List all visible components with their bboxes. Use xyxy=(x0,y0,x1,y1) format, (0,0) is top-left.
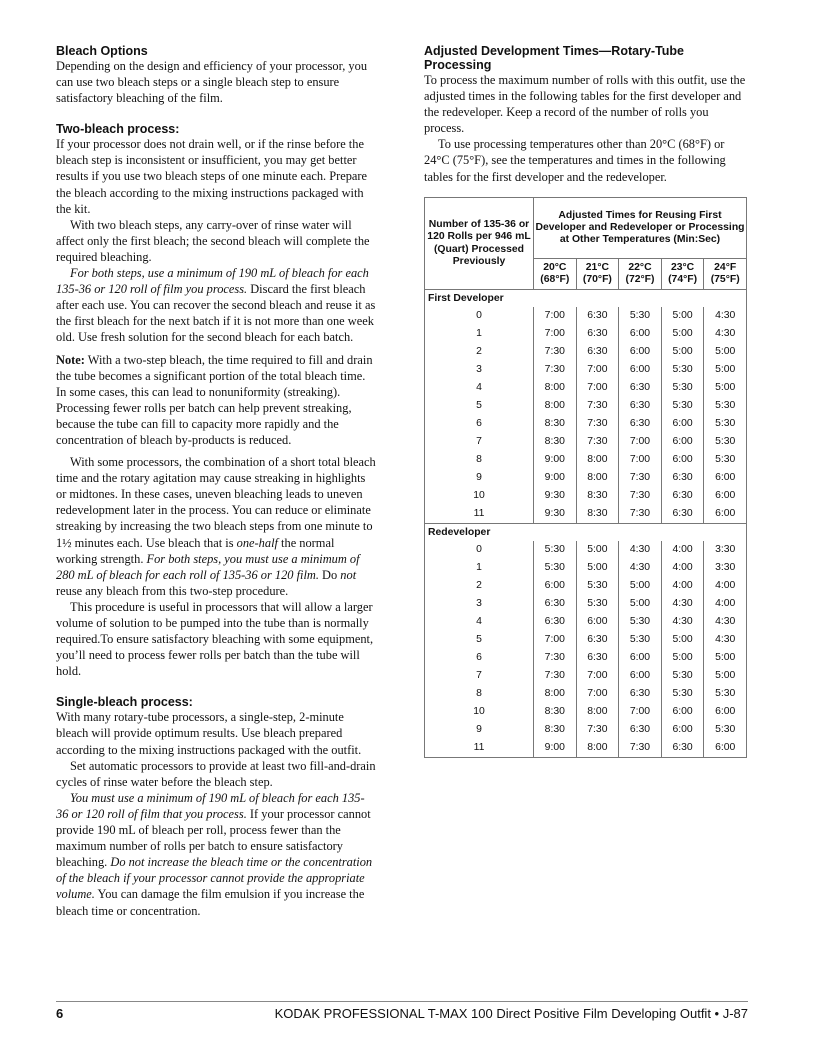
time-cell: 7:00 xyxy=(534,307,577,325)
time-cell: 5:30 xyxy=(661,397,704,415)
time-cell: 6:00 xyxy=(619,649,662,667)
time-cell: 5:30 xyxy=(704,451,747,469)
time-cell: 8:30 xyxy=(534,433,577,451)
p4-part-c: the normal working strength. xyxy=(56,535,335,566)
time-cell: 6:00 xyxy=(619,361,662,379)
single-bleach-warning-emphasis: Do not increase the bleach time or the concentration of the bleach if your processor cannot provide the appropriate volume. xyxy=(56,855,373,902)
two-bleach-note xyxy=(56,352,376,449)
temperature-celsius: 22°C xyxy=(628,261,652,273)
time-cell: 6:00 xyxy=(619,667,662,685)
table-row xyxy=(425,631,747,649)
rolls-cell: 5 xyxy=(476,400,482,411)
adjusted-times-paragraph-2: To use processing temperatures other than 20°C (68°F) or 24°C (75°F), see the temperatures and times in the following tables for the first developer and the redeveloper. xyxy=(424,137,726,184)
temperature-fahrenheit: (74°F) xyxy=(668,274,698,285)
rolls-cell: 3 xyxy=(476,364,482,375)
rolls-cell: 8 xyxy=(476,454,482,465)
time-cell: 9:30 xyxy=(534,487,577,505)
temperature-header xyxy=(661,259,704,290)
time-cell: 4:30 xyxy=(704,325,747,343)
time-cell: 7:00 xyxy=(576,667,619,685)
section-title: First Developer xyxy=(425,290,747,308)
table-row xyxy=(425,739,747,758)
time-cell: 5:30 xyxy=(704,397,747,415)
time-cell: 3:30 xyxy=(704,541,747,559)
time-cell: 7:00 xyxy=(576,361,619,379)
table-row xyxy=(425,433,747,451)
table-row xyxy=(425,379,747,397)
time-cell: 7:30 xyxy=(619,739,662,758)
time-cell: 4:00 xyxy=(661,577,704,595)
time-cell: 5:00 xyxy=(704,343,747,361)
adjusted-times-heading: Adjusted Development Times—Rotary-Tube Processing xyxy=(424,44,684,72)
time-cell: 7:30 xyxy=(619,505,662,524)
table-row xyxy=(425,721,747,739)
single-bleach-p3-end: You can damage the film emulsion if you increase the bleach time or concentration. xyxy=(56,887,365,918)
time-cell: 6:30 xyxy=(576,307,619,325)
rolls-cell: 4 xyxy=(476,382,482,393)
time-cell: 5:30 xyxy=(534,541,577,559)
time-cell: 9:00 xyxy=(534,739,577,758)
time-cell: 5:30 xyxy=(619,307,662,325)
footer-title: KODAK PROFESSIONAL T-MAX 100 Direct Positive Film Developing Outfit • J-87 xyxy=(274,1006,748,1021)
time-cell: 5:30 xyxy=(704,433,747,451)
rolls-cell: 6 xyxy=(476,652,482,663)
bleach-options-heading: Bleach Options xyxy=(56,44,148,58)
rolls-cell: 5 xyxy=(476,634,482,645)
time-cell: 5:00 xyxy=(661,631,704,649)
time-cell: 7:30 xyxy=(534,343,577,361)
time-cell: 6:30 xyxy=(619,397,662,415)
time-cell: 7:00 xyxy=(576,379,619,397)
time-cell: 6:00 xyxy=(661,451,704,469)
table-row xyxy=(425,469,747,487)
time-cell: 5:30 xyxy=(704,685,747,703)
temperature-fahrenheit: (72°F) xyxy=(625,274,655,285)
table-row xyxy=(425,649,747,667)
time-cell: 6:30 xyxy=(661,487,704,505)
time-cell: 6:30 xyxy=(534,613,577,631)
note-label: Note: xyxy=(56,352,85,367)
time-cell: 5:30 xyxy=(619,613,662,631)
time-cell: 8:00 xyxy=(576,469,619,487)
single-bleach-p3-mid: If your processor cannot provide 190 mL of bleach per roll, process fewer than the maximum number of rolls per batch to ensure satisfactory bleaching. xyxy=(56,806,371,870)
table-row xyxy=(425,397,747,415)
rolls-cell: 8 xyxy=(476,688,482,699)
time-cell: 5:00 xyxy=(619,577,662,595)
section-row xyxy=(425,524,747,542)
table-row xyxy=(425,343,747,361)
time-cell: 6:30 xyxy=(576,343,619,361)
table-row xyxy=(425,325,747,343)
time-cell: 4:30 xyxy=(661,595,704,613)
time-cell: 5:00 xyxy=(661,325,704,343)
table-row xyxy=(425,613,747,631)
time-cell: 5:30 xyxy=(661,667,704,685)
time-cell: 5:30 xyxy=(534,559,577,577)
table-row xyxy=(425,451,747,469)
time-cell: 6:30 xyxy=(619,415,662,433)
rolls-column-header: Number of 135-36 or 120 Rolls per 946 mL (Quart) Processed Previously xyxy=(425,198,534,290)
time-cell: 4:30 xyxy=(704,631,747,649)
table-row xyxy=(425,667,747,685)
note-text: With a two-step bleach, the time required to fill and drain the tube becomes a significant portion of the total bleach time. In some cases, this can lead to nonuniformity (streaking). Processing fewer rolls per batch can help prevent streaking, because the tube can fill to capacity more rapidly and the concentration of bleach by-products is reduced. xyxy=(56,352,373,447)
time-cell: 7:00 xyxy=(619,451,662,469)
time-cell: 5:00 xyxy=(576,541,619,559)
time-cell: 7:00 xyxy=(619,703,662,721)
time-cell: 7:30 xyxy=(576,433,619,451)
time-cell: 5:30 xyxy=(704,415,747,433)
single-bleach-minimum-emphasis: You must use a minimum of 190 mL of bleach for each 135-36 or 120 roll of film that you process. xyxy=(56,790,365,821)
time-cell: 5:00 xyxy=(661,343,704,361)
rolls-cell: 2 xyxy=(476,580,482,591)
time-cell: 8:30 xyxy=(534,721,577,739)
time-cell: 5:00 xyxy=(619,595,662,613)
rolls-cell: 10 xyxy=(473,490,485,501)
time-cell: 7:30 xyxy=(576,397,619,415)
time-cell: 5:30 xyxy=(661,685,704,703)
time-cell: 6:00 xyxy=(619,343,662,361)
time-cell: 7:30 xyxy=(534,667,577,685)
time-cell: 9:00 xyxy=(534,469,577,487)
two-bleach-paragraph-3-rest: Discard the first bleach after each use. You can recover the second bleach and reuse it as the first bleach for the next batch if it is not more than one week old. Use fresh solution for the second bleach for each batch. xyxy=(56,282,376,345)
time-cell: 5:00 xyxy=(704,379,747,397)
time-cell: 8:30 xyxy=(534,703,577,721)
time-cell: 8:00 xyxy=(534,685,577,703)
temperature-header xyxy=(576,259,619,290)
time-cell: 5:30 xyxy=(661,361,704,379)
time-cell: 8:30 xyxy=(576,487,619,505)
single-bleach-paragraph-2: Set automatic processors to provide at least two fill-and-drain cycles of rinse water before the bleach step. xyxy=(56,758,376,789)
temperature-fahrenheit: (70°F) xyxy=(582,274,612,285)
two-bleach-paragraph-5: This procedure is useful in processors that will allow a larger volume of solution to be pumped into the tube than is normally required.To ensure satisfactory bleaching with some equipment, you’ll need to process fewer rolls per batch than the tube will hold. xyxy=(56,599,374,679)
time-cell: 6:30 xyxy=(661,469,704,487)
time-cell: 6:00 xyxy=(704,703,747,721)
table-row xyxy=(425,685,747,703)
two-bleach-minimum-emphasis: For both steps, use a minimum of 190 mL of bleach for each 135-36 or 120 roll of film you process. xyxy=(56,266,369,297)
time-cell: 6:00 xyxy=(661,433,704,451)
temperature-fahrenheit: (75°F) xyxy=(710,274,740,285)
time-cell: 4:00 xyxy=(704,595,747,613)
p4-part-g: reuse any bleach from this two-step procedure. xyxy=(56,583,289,598)
right-column xyxy=(424,44,748,185)
two-bleach-paragraph-2: With two bleach steps, any carry-over of rinse water will affect only the first bleach; the second bleach will complete the required bleaching. xyxy=(56,217,370,264)
table-row xyxy=(425,505,747,524)
time-cell: 6:30 xyxy=(534,595,577,613)
bleach-options-paragraph: Depending on the design and efficiency of your processor, you can use two bleach steps or a single bleach step to ensure satisfactory bleaching of the film. xyxy=(56,59,368,106)
time-cell: 6:00 xyxy=(661,721,704,739)
time-cell: 4:30 xyxy=(704,613,747,631)
time-cell: 4:30 xyxy=(619,541,662,559)
rolls-cell: 3 xyxy=(476,598,482,609)
temperature-fahrenheit: (68°F) xyxy=(540,274,570,285)
footer-divider xyxy=(56,1001,748,1002)
time-cell: 6:30 xyxy=(661,739,704,758)
p4-part-b: one-half xyxy=(236,535,278,550)
time-cell: 6:00 xyxy=(534,577,577,595)
time-cell: 7:00 xyxy=(534,631,577,649)
table-row xyxy=(425,595,747,613)
development-times-table xyxy=(424,197,747,758)
table-row xyxy=(425,361,747,379)
rolls-cell: 4 xyxy=(476,616,482,627)
time-cell: 7:30 xyxy=(534,649,577,667)
time-cell: 8:30 xyxy=(534,415,577,433)
time-cell: 7:30 xyxy=(534,361,577,379)
table-body xyxy=(425,290,747,758)
rolls-cell: 0 xyxy=(476,310,482,321)
table-row xyxy=(425,559,747,577)
p4-part-e: Do xyxy=(318,567,341,582)
time-cell: 6:00 xyxy=(704,487,747,505)
left-column xyxy=(56,44,376,919)
rolls-cell: 9 xyxy=(476,472,482,483)
time-cell: 5:00 xyxy=(704,649,747,667)
rolls-cell: 11 xyxy=(473,508,485,519)
time-cell: 8:30 xyxy=(576,505,619,524)
p4-part-f: not xyxy=(340,567,357,582)
time-cell: 6:30 xyxy=(576,325,619,343)
temperature-celsius: 24°F xyxy=(714,261,737,273)
table-row xyxy=(425,415,747,433)
time-cell: 4:30 xyxy=(661,613,704,631)
time-cell: 7:00 xyxy=(576,685,619,703)
section-row xyxy=(425,290,747,308)
time-cell: 8:00 xyxy=(576,739,619,758)
time-cell: 7:30 xyxy=(576,415,619,433)
time-cell: 5:00 xyxy=(704,667,747,685)
time-cell: 5:00 xyxy=(704,361,747,379)
rolls-cell: 7 xyxy=(476,436,482,447)
section-title: Redeveloper xyxy=(425,524,747,542)
rolls-cell: 9 xyxy=(476,724,482,735)
time-cell: 5:30 xyxy=(661,379,704,397)
temperature-header xyxy=(534,259,577,290)
two-bleach-paragraph-4 xyxy=(56,454,376,599)
time-cell: 8:00 xyxy=(576,703,619,721)
time-cell: 7:30 xyxy=(576,721,619,739)
time-cell: 5:30 xyxy=(704,721,747,739)
single-bleach-heading: Single-bleach process: xyxy=(56,695,193,710)
time-cell: 7:30 xyxy=(619,487,662,505)
time-cell: 5:00 xyxy=(661,307,704,325)
table-row xyxy=(425,703,747,721)
temperature-celsius: 20°C xyxy=(543,261,567,273)
time-cell: 4:00 xyxy=(704,577,747,595)
rolls-cell: 11 xyxy=(473,742,485,753)
time-cell: 3:30 xyxy=(704,559,747,577)
time-cell: 5:30 xyxy=(576,595,619,613)
time-cell: 5:30 xyxy=(576,577,619,595)
temperature-celsius: 23°C xyxy=(670,261,695,273)
temperature-header xyxy=(704,259,747,290)
time-cell: 6:30 xyxy=(576,631,619,649)
time-cell: 6:00 xyxy=(704,739,747,758)
time-cell: 6:30 xyxy=(619,721,662,739)
page-number: 6 xyxy=(56,1006,64,1021)
time-cell: 7:30 xyxy=(619,469,662,487)
table-row xyxy=(425,307,747,325)
time-cell: 6:00 xyxy=(704,505,747,524)
adjusted-times-group-header: Adjusted Times for Reusing First Developer and Redeveloper or Processing at Other Temperatures (Min:Sec) xyxy=(534,198,747,259)
time-cell: 5:00 xyxy=(576,559,619,577)
time-cell: 4:30 xyxy=(704,307,747,325)
rolls-cell: 6 xyxy=(476,418,482,429)
two-bleach-paragraph-3 xyxy=(56,265,376,345)
rolls-cell: 10 xyxy=(473,706,485,717)
time-cell: 7:00 xyxy=(534,325,577,343)
time-cell: 9:30 xyxy=(534,505,577,524)
time-cell: 4:00 xyxy=(661,541,704,559)
temperature-celsius: 21°C xyxy=(585,261,609,273)
rolls-cell: 0 xyxy=(476,544,482,555)
p4-part-a: With some processors, the combination of a short total bleach time and the rotary agitation may cause streaking in highlights or midtones. In these cases, uneven bleaching leads to uneven redevelopment later in the process. You can reduce or eliminate streaking by increasing the two bleach steps from one minute to 1½ minutes each. Use bleach that is xyxy=(56,455,376,550)
two-bleach-heading: Two-bleach process: xyxy=(56,122,180,137)
time-cell: 6:30 xyxy=(576,649,619,667)
p4-part-d: For both steps, you must use a minimum of 280 mL of bleach for each roll of 135-36 or 120 film. xyxy=(56,551,360,582)
time-cell: 5:30 xyxy=(619,631,662,649)
two-bleach-paragraph-1: If your processor does not drain well, or if the rinse before the bleach step is inconsistent or insufficient, you may get better results if you use two bleach steps of one minute each. Prepare the bleach according to the mixing instructions packaged with the kit. xyxy=(56,137,368,216)
rolls-cell: 7 xyxy=(476,670,482,681)
time-cell: 6:00 xyxy=(704,469,747,487)
time-cell: 5:00 xyxy=(661,649,704,667)
time-cell: 6:00 xyxy=(576,613,619,631)
time-cell: 4:30 xyxy=(619,559,662,577)
single-bleach-paragraph-3 xyxy=(56,790,376,919)
time-cell: 4:00 xyxy=(661,559,704,577)
time-cell: 9:00 xyxy=(534,451,577,469)
table-row xyxy=(425,541,747,559)
time-cell: 7:00 xyxy=(619,433,662,451)
time-cell: 8:00 xyxy=(534,379,577,397)
rolls-cell: 1 xyxy=(476,328,482,339)
adjusted-times-paragraph-1: To process the maximum number of rolls with this outfit, use the adjusted times in the following tables for the first developer and the redeveloper. Keep a record of the number of rolls you process. xyxy=(424,73,746,136)
time-cell: 6:00 xyxy=(619,325,662,343)
time-cell: 6:30 xyxy=(661,505,704,524)
time-cell: 8:00 xyxy=(576,451,619,469)
table-row xyxy=(425,487,747,505)
time-cell: 8:00 xyxy=(534,397,577,415)
rolls-cell: 1 xyxy=(476,562,482,573)
time-cell: 6:30 xyxy=(619,685,662,703)
table-row xyxy=(425,577,747,595)
rolls-cell: 2 xyxy=(476,346,482,357)
time-cell: 6:30 xyxy=(619,379,662,397)
time-cell: 6:00 xyxy=(661,703,704,721)
single-bleach-paragraph-1: With many rotary-tube processors, a single-step, 2-minute bleach will provide optimum results. Use bleach prepared according to the mixing instructions packaged with the outfit. xyxy=(56,710,362,757)
time-cell: 6:00 xyxy=(661,415,704,433)
temperature-header xyxy=(619,259,662,290)
